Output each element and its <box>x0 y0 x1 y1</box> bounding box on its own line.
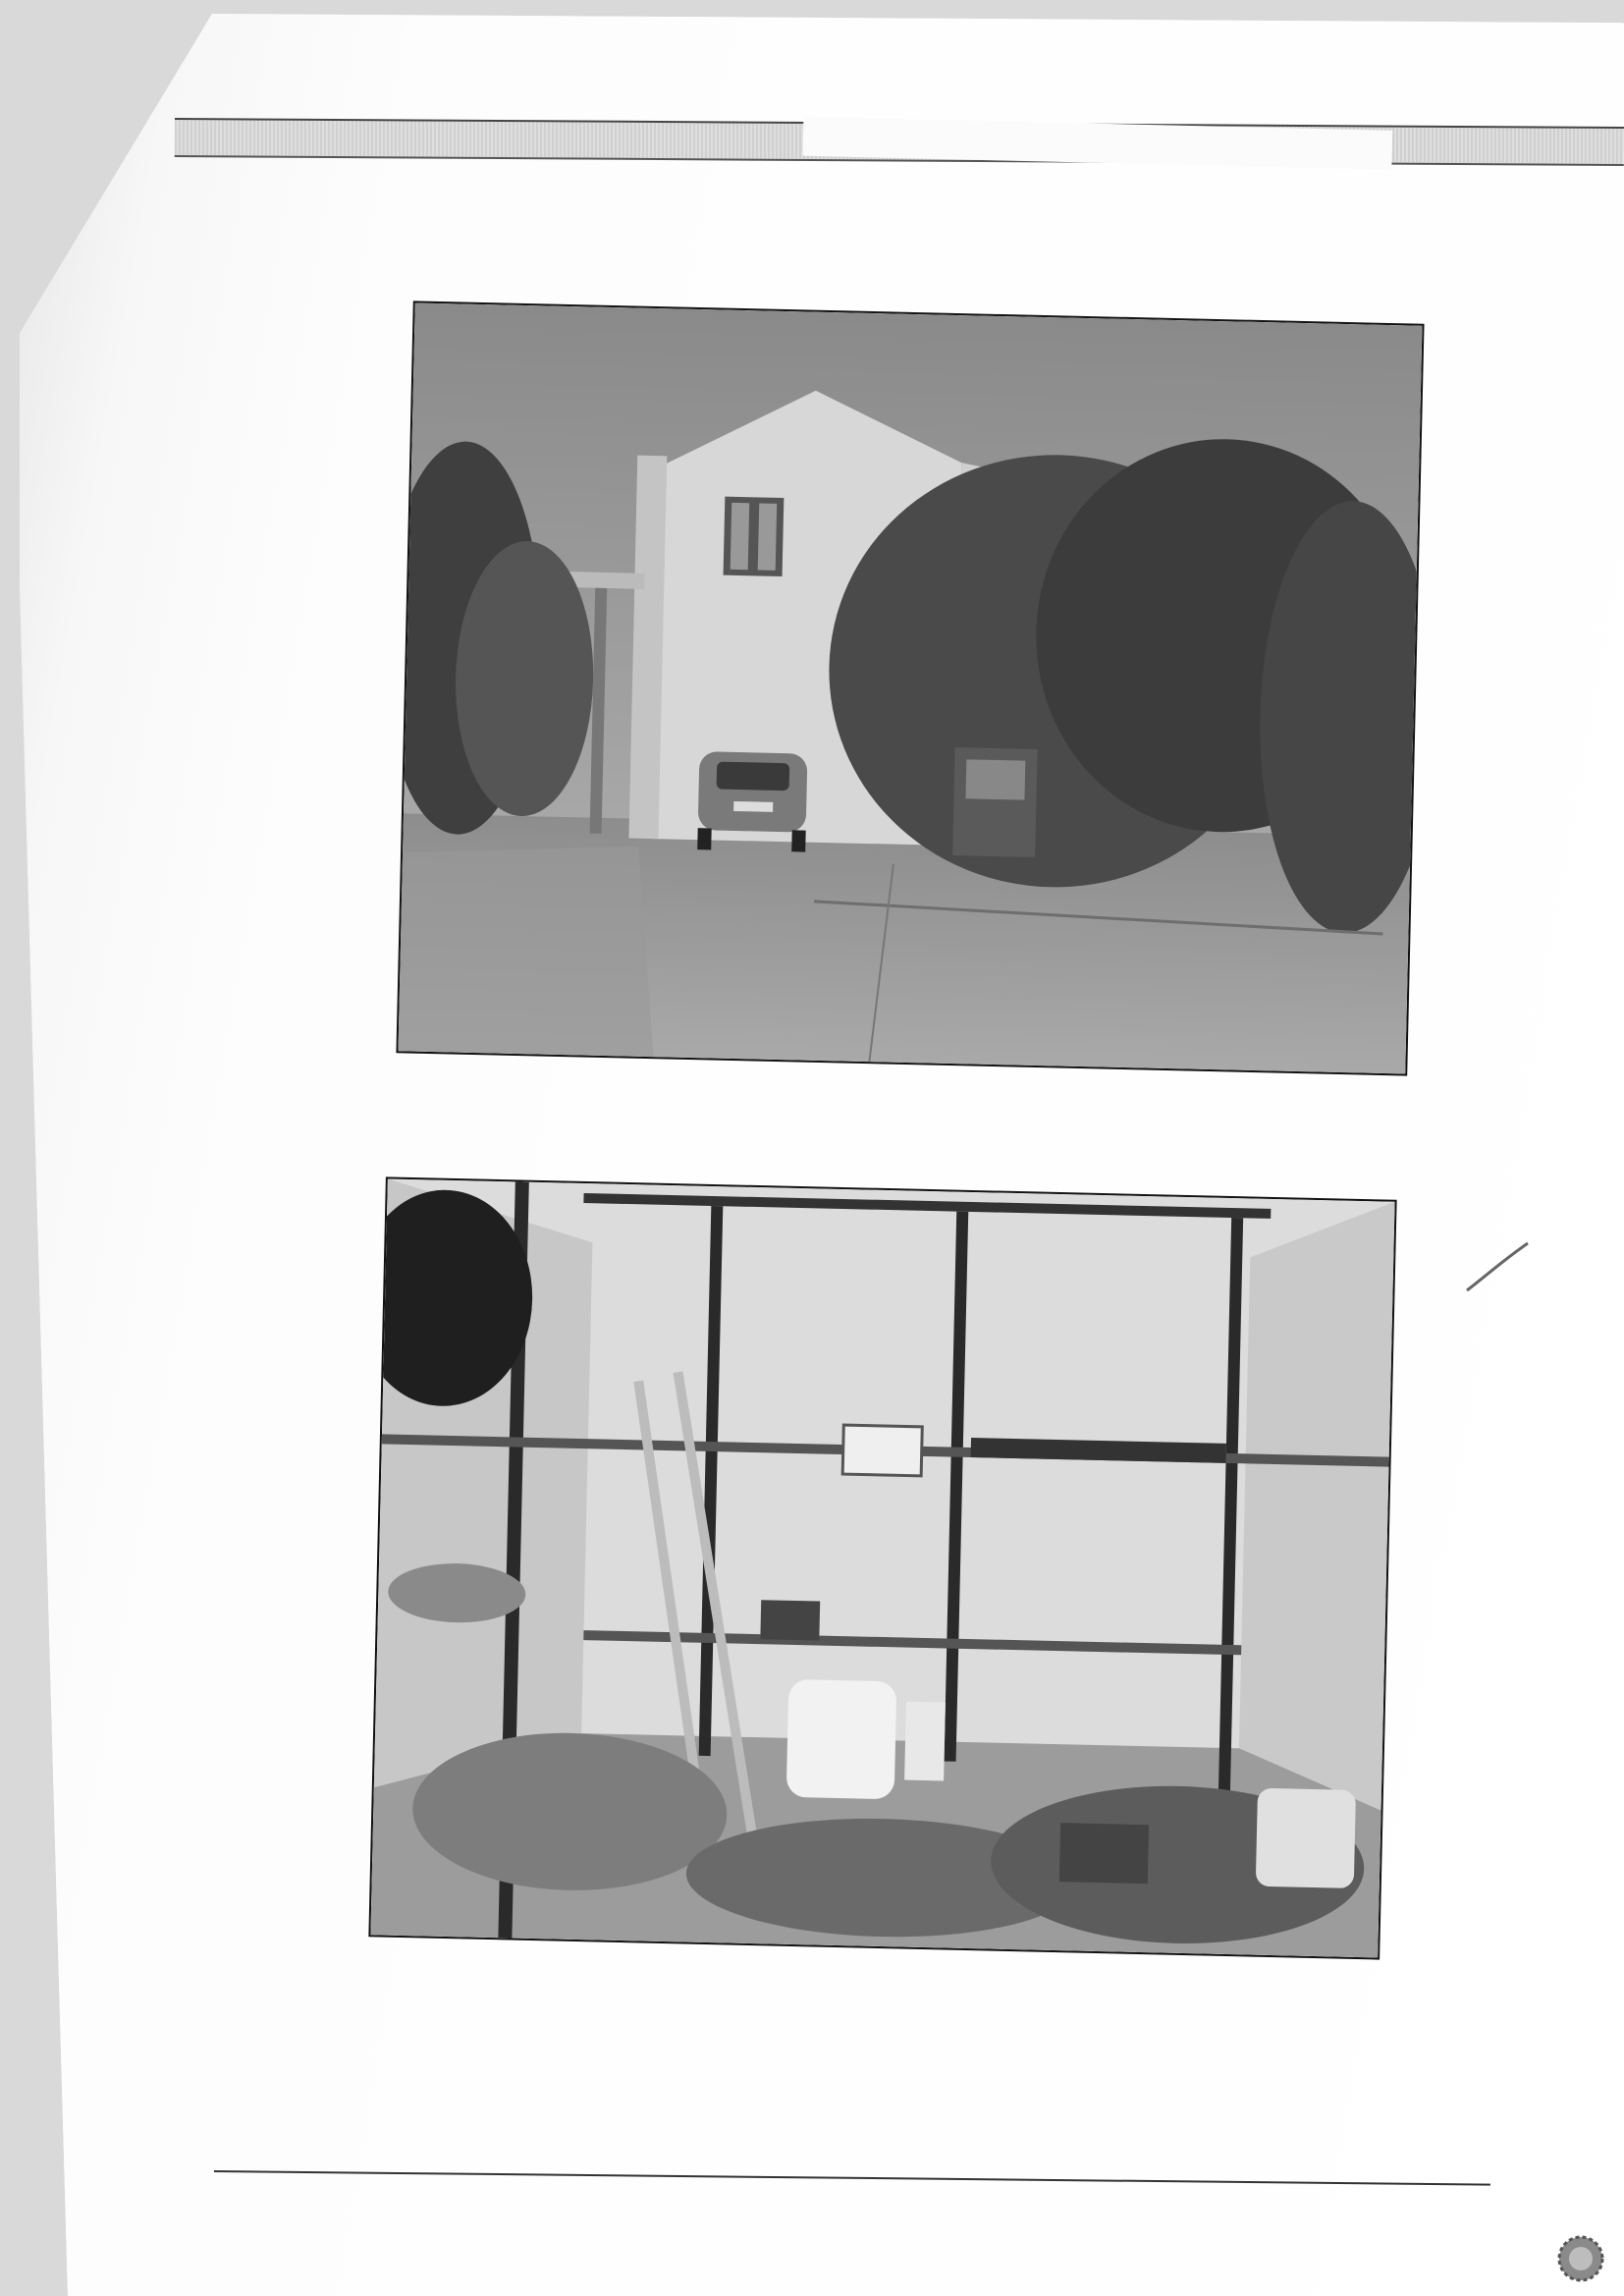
photo-exterior-drawing <box>398 302 1422 1073</box>
seal-icon <box>1555 2233 1606 2284</box>
photo-interior-drawing <box>370 1178 1394 1957</box>
photo-interior-storage <box>368 1176 1396 1959</box>
photo-building-exterior <box>396 301 1424 1075</box>
pen-mark <box>1463 1239 1532 1298</box>
header-label <box>440 126 452 147</box>
